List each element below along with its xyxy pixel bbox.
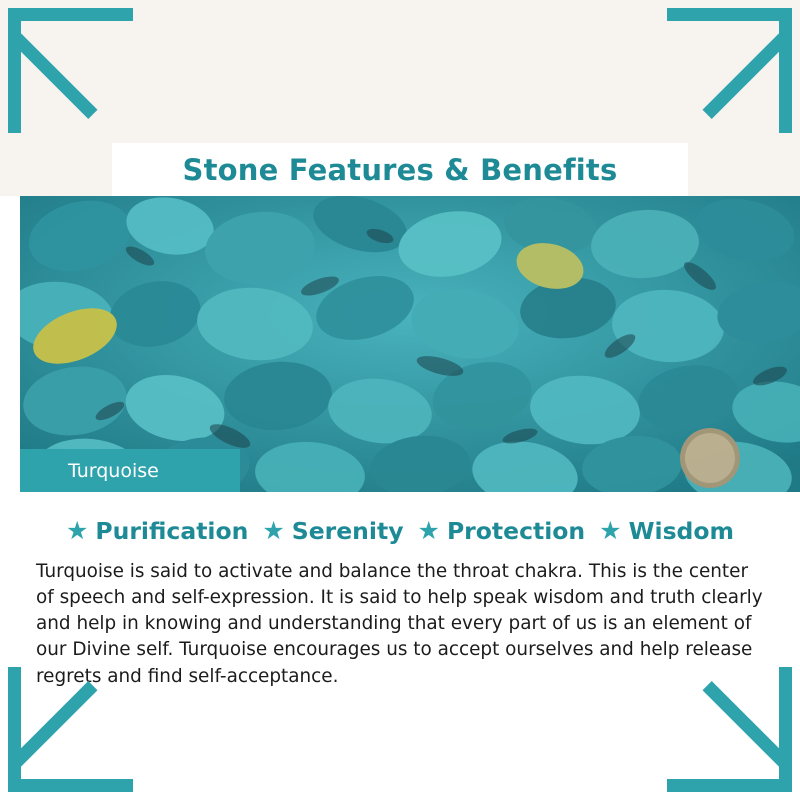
benefit-label: Serenity [291, 517, 404, 545]
stone-description: Turquoise is said to activate and balance the throat chakra. This is the center of speech and self-expression. It is said to help speak wisdom and truth clearly and help in knowing and understanding that every part of us is an element of our Divine self. Turquoise encourages us to accept ourselves and help release regrets and find self-acceptance. [36, 561, 763, 687]
corner-diagonal-top-left [11, 32, 98, 119]
stone-name-badge [20, 449, 240, 492]
benefit-label: Purification [95, 517, 249, 545]
corner-diagonal-bottom-left [11, 681, 98, 768]
star-icon: ★ [599, 516, 622, 545]
content-section [20, 492, 780, 690]
corner-frame-bottom-right [667, 667, 792, 792]
stone-name: Turquoise [68, 459, 159, 482]
benefits-list [20, 492, 780, 545]
star-icon: ★ [417, 516, 440, 545]
corner-diagonal-top-right [703, 32, 790, 119]
benefit-item [262, 517, 403, 545]
corner-frame-bottom-left [8, 667, 133, 792]
turquoise-stones-photo [20, 196, 800, 492]
benefit-item [66, 517, 248, 545]
star-icon: ★ [262, 516, 285, 545]
page-title-band [112, 143, 688, 196]
benefit-item [418, 517, 586, 545]
corner-frame-top-left [8, 8, 133, 133]
corner-diagonal-bottom-right [703, 681, 790, 768]
benefit-item [599, 517, 734, 545]
benefit-label: Wisdom [628, 517, 735, 545]
benefit-label: Protection [446, 517, 586, 545]
page-title: Stone Features & Benefits [182, 152, 618, 187]
star-icon: ★ [65, 516, 89, 545]
corner-frame-top-right [667, 8, 792, 133]
